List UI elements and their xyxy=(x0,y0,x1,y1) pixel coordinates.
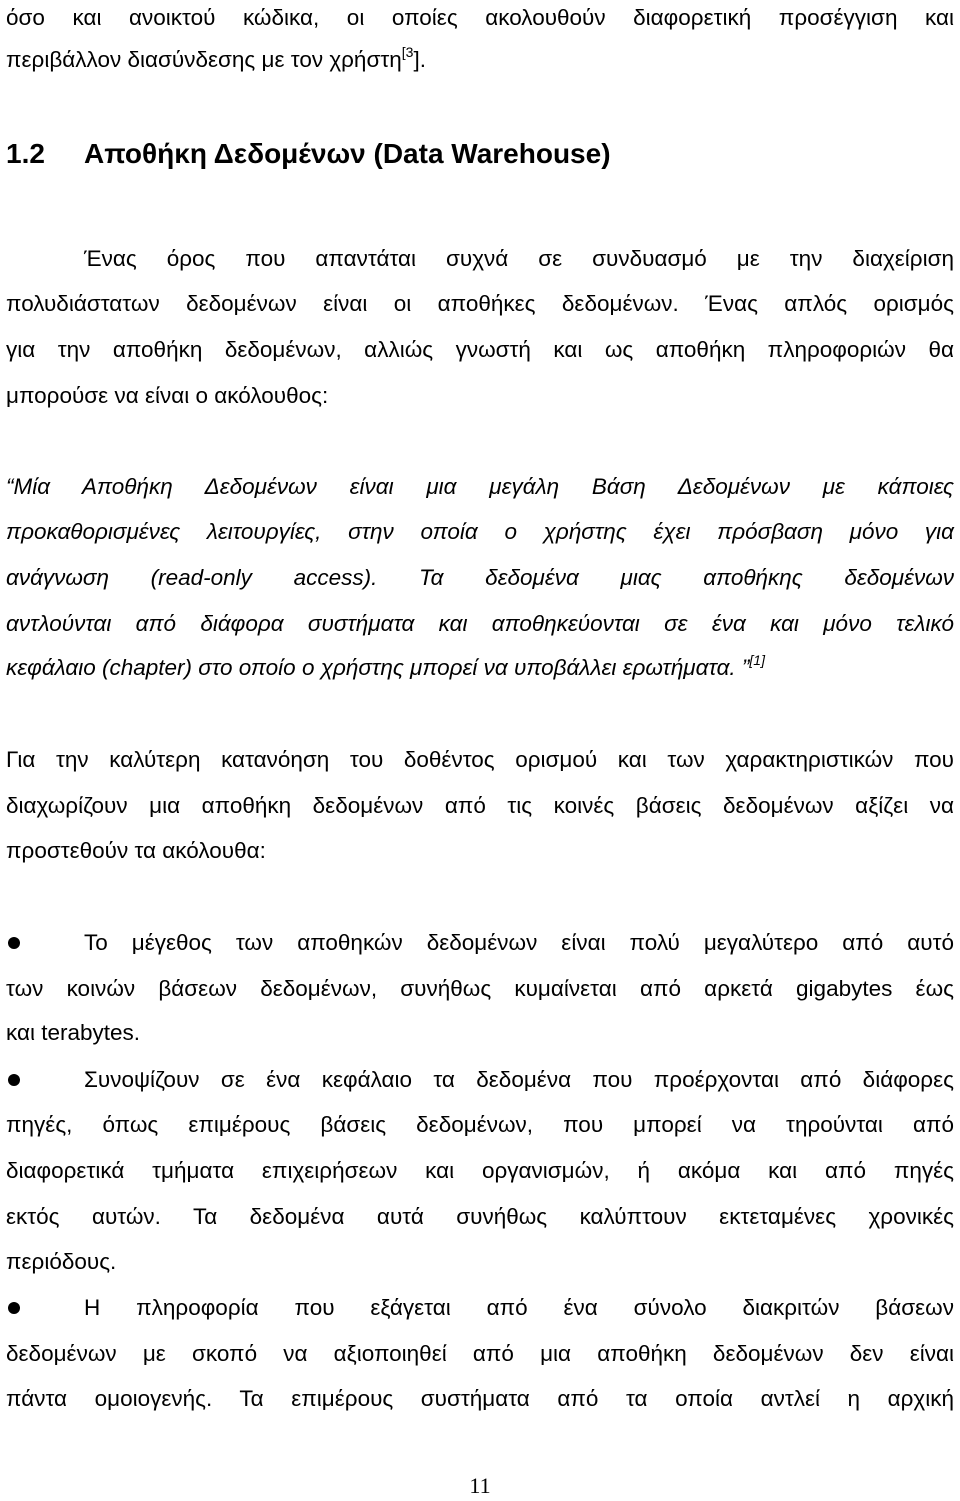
paragraph-text: ]. xyxy=(413,47,426,72)
paragraph-line xyxy=(6,45,954,75)
bullet-line: των κοινών βάσεων δεδομένων, συνήθως κυμαίνεται από αρκετά gigabytes έως xyxy=(6,976,954,1001)
page-number: 11 xyxy=(469,1473,491,1498)
bullet-line: Το μέγεθος των αποθηκών δεδομένων είναι πολύ μεγαλύτερο από αυτό xyxy=(84,930,954,955)
paragraph-line: προστεθούν τα ακόλουθα: xyxy=(6,838,266,863)
quote-line: προκαθορισμένες λειτουργίες, στην οποία ο χρήστης έχει πρόσβαση μόνο για xyxy=(6,519,954,544)
citation-ref: [1] xyxy=(749,652,765,668)
citation-ref: [3 xyxy=(401,44,414,60)
quote-line: ανάγνωση (read-only access). Τα δεδομένα μιας αποθήκης δεδομένων xyxy=(6,565,954,590)
bullet-icon xyxy=(8,937,20,949)
bullet-line: και terabytes. xyxy=(6,1020,141,1045)
bullet-icon xyxy=(8,1302,20,1314)
section-title: Αποθήκη Δεδομένων (Data Warehouse) xyxy=(84,138,611,169)
bullet-line: πηγές, όπως επιμέρους βάσεις δεδομένων, που μπορεί να τηρούνται από xyxy=(6,1112,954,1137)
paragraph-text: περιβάλλον διασύνδεσης με τον χρήστη xyxy=(6,47,402,72)
quote-line xyxy=(6,653,954,683)
quote-line: αντλούνται από διάφορα συστήματα και αποθηκεύονται σε ένα και μόνο τελικό xyxy=(6,611,954,636)
bullet-line: περιόδους. xyxy=(6,1249,117,1274)
section-number: 1.2 xyxy=(6,138,45,169)
paragraph-line: μπορούσε να είναι ο ακόλουθος: xyxy=(6,383,329,408)
bullet-line: δεδομένων με σκοπό να αξιοποιηθεί από μια αποθήκη δεδομένων δεν είναι xyxy=(6,1341,954,1366)
paragraph-line: Ένας όρος που απαντάται συχνά σε συνδυασμό με την διαχείριση xyxy=(84,246,954,271)
bullet-line: Συνοψίζουν σε ένα κεφάλαιο τα δεδομένα που προέρχονται από διάφορες xyxy=(84,1067,954,1092)
quote-close-mark: ” xyxy=(741,655,750,680)
paragraph-line: πολυδιάστατων δεδομένων είναι οι αποθήκες δεδομένων. Ένας απλός ορισμός xyxy=(6,291,954,316)
bullet-line: εκτός αυτών. Τα δεδομένα αυτά συνήθως καλύπτουν εκτεταμένες χρονικές xyxy=(6,1204,954,1229)
section-heading xyxy=(6,137,611,171)
bullet-line: διαφορετικά τμήματα επιχειρήσεων και οργανισμών, ή ακόμα και από πηγές xyxy=(6,1158,954,1183)
paragraph-line: για την αποθήκη δεδομένων, αλλιώς γνωστή και ως αποθήκη πληροφοριών θα xyxy=(6,337,954,362)
bullet-icon xyxy=(8,1074,20,1086)
quote-line: “Μία Αποθήκη Δεδομένων είναι μια μεγάλη Βάση Δεδομένων με κάποιες xyxy=(6,474,954,499)
paragraph-line: διαχωρίζουν μια αποθήκη δεδομένων από τις κοινές βάσεις δεδομένων αξίζει να xyxy=(6,793,954,818)
bullet-line: Η πληροφορία που εξάγεται από ένα σύνολο διακριτών βάσεων xyxy=(84,1295,954,1320)
quote-text: κεφάλαιο (chapter) στο οποίο ο χρήστης μπορεί να υποβάλλει ερωτήματα. xyxy=(6,655,736,680)
paragraph-line: Για την καλύτερη κατανόηση του δοθέντος ορισμού και των χαρακτηριστικών που xyxy=(6,747,954,772)
bullet-line: πάντα ομοιογενής. Τα επιμέρους συστήματα από τα οποία αντλεί η αρχική xyxy=(6,1386,954,1411)
paragraph-line: όσο και ανοικτού κώδικα, οι οποίες ακολουθούν διαφορετική προσέγγιση και xyxy=(6,5,954,30)
